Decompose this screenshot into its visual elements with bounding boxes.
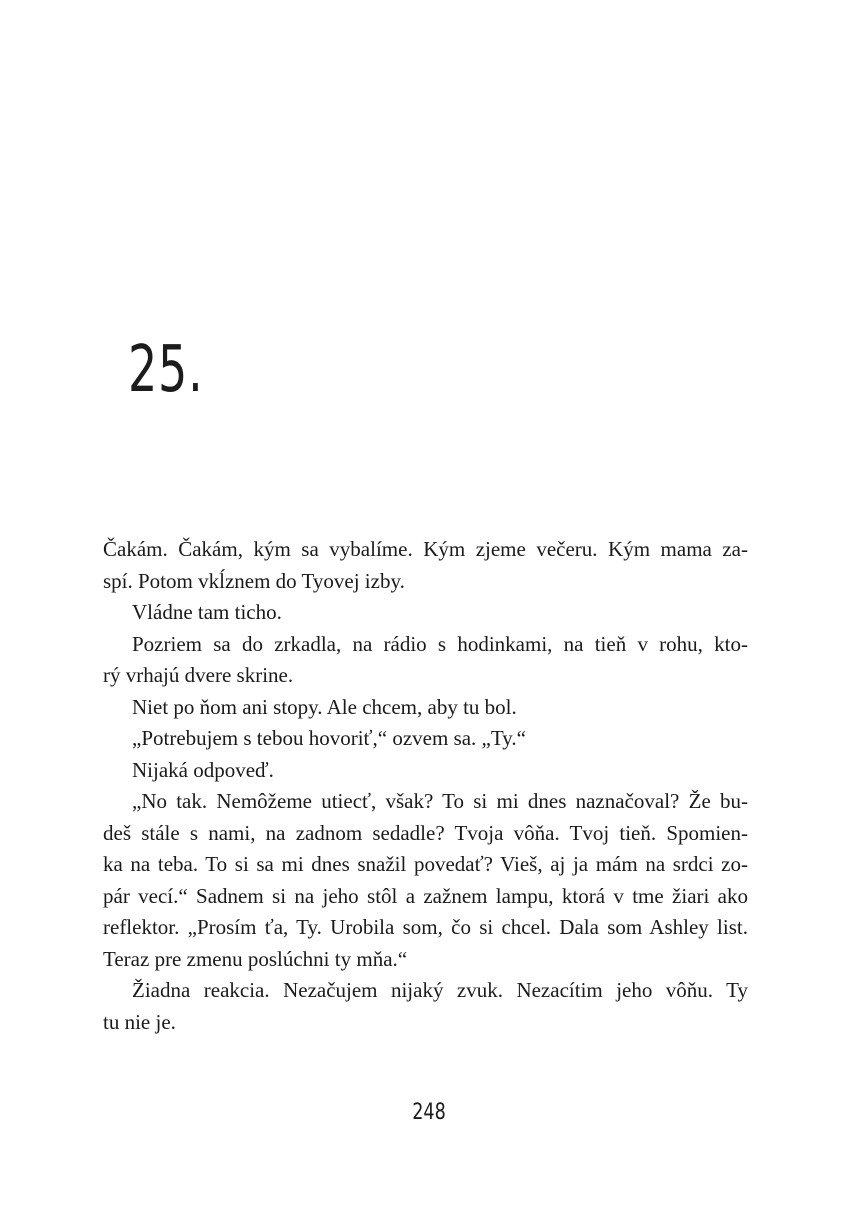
text-line: Nijaká odpoveď.	[132, 757, 274, 782]
text-line: Teraz pre zmenu poslúchni ty mňa.“	[103, 946, 408, 971]
text-line: Žiadna reakcia. Nezačujem nijaký zvuk. Nezacítim jeho vôňu. Ty	[132, 978, 748, 1002]
text-line: tu nie je.	[103, 1009, 176, 1034]
text-line: rý vrhajú dvere skrine.	[103, 663, 294, 687]
text-line: spí. Potom vkĺznem do Tyovej izby.	[103, 568, 405, 593]
body-text	[103, 534, 748, 1038]
text-line: pár vecí.“ Sadnem si na jeho stôl a zažnem lampu, ktorá v tme žiari ako	[103, 883, 748, 908]
text-line: Niet po ňom ani stopy. Ale chcem, aby tu bol.	[132, 694, 517, 719]
text-line: ka na teba. To si sa mi dnes snažil povedať? Vieš, aj ja mám na srdci zo-	[103, 852, 748, 876]
chapter-number: 25.	[128, 333, 204, 407]
text-line: Pozriem sa do zrkadla, na rádio s hodinkami, na tieň v rohu, kto-	[132, 631, 748, 656]
text-line: reflektor. „Prosím ťa, Ty. Urobila som, čo si chcel. Dala som Ashley list.	[103, 915, 748, 939]
text-line: Čakám. Čakám, kým sa vybalíme. Kým zjeme večeru. Kým mama za-	[103, 537, 748, 561]
text-line: Vládne tam ticho.	[132, 600, 282, 624]
page-number: 248	[412, 1100, 446, 1125]
text-line: „No tak. Nemôžeme utiecť, však? To si mi dnes naznačoval? Že bu-	[132, 789, 748, 813]
text-line: deš stále s nami, na zadnom sedadle? Tvoja vôňa. Tvoj tieň. Spomien-	[103, 820, 748, 845]
text-line: „Potrebujem s tebou hovoriť,“ ozvem sa. „Ty.“	[132, 726, 526, 750]
